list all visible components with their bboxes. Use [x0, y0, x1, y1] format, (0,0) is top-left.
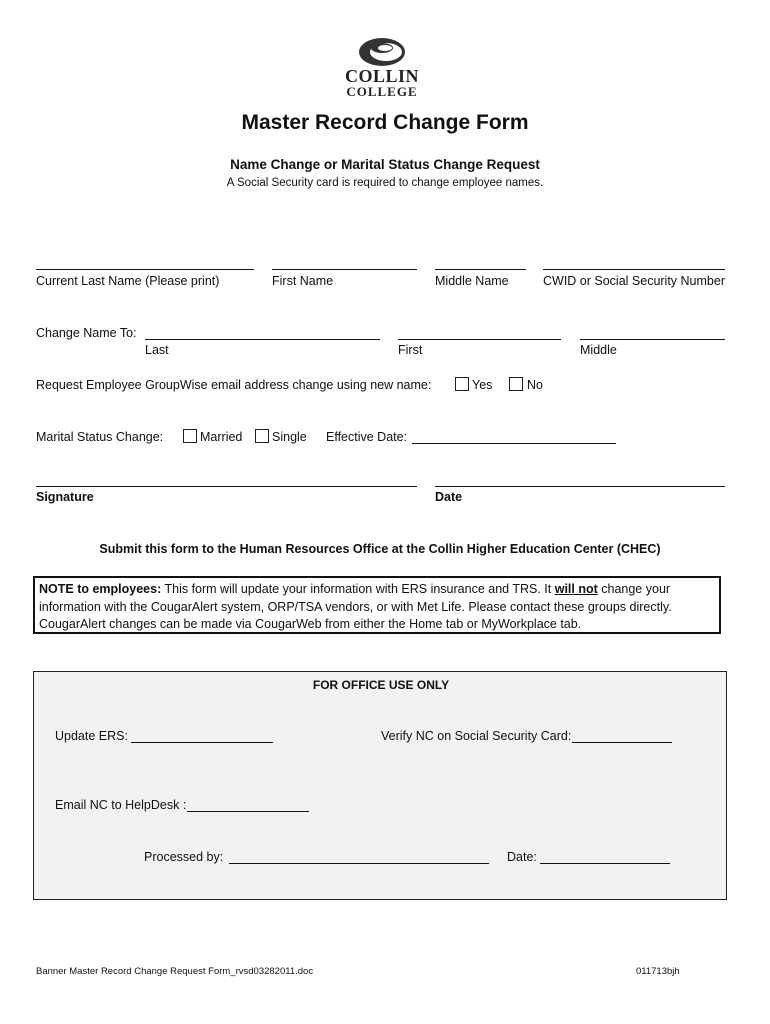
office-use-title: FOR OFFICE USE ONLY	[312, 678, 450, 692]
logo-swoosh-icon	[338, 36, 426, 68]
signature-date-field[interactable]	[435, 486, 725, 487]
marital-status-label: Marital Status Change:	[36, 430, 164, 444]
update-ers-label: Update ERS:	[55, 729, 128, 743]
note-text-part2: change your information with the CougarAlert system, ORP/TSA vendors, or with Met Life. Please contact these groups directly. CougarAlert changes can be made via CougarWeb from either the Home tab or MyWorkplace tab.	[39, 582, 672, 631]
new-first-name-label: First	[398, 343, 423, 357]
new-middle-name-label: Middle	[580, 343, 617, 357]
groupwise-yes-label: Yes	[472, 378, 493, 392]
processed-by-field[interactable]	[229, 863, 489, 864]
note-text-part1: This form will update your information with ERS insurance and TRS. It	[161, 582, 555, 596]
groupwise-no-checkbox[interactable]	[509, 377, 523, 391]
cwid-ssn-label: CWID or Social Security Number	[543, 274, 725, 288]
signature-date-label: Date	[435, 490, 463, 504]
office-date-label: Date:	[507, 850, 537, 864]
verify-nc-field[interactable]	[572, 742, 672, 743]
current-last-name-field[interactable]	[36, 269, 254, 270]
email-nc-field[interactable]	[187, 811, 309, 812]
married-label: Married	[200, 430, 243, 444]
groupwise-no-label: No	[527, 378, 543, 392]
current-last-name-label: Current Last Name (Please print)	[36, 274, 220, 288]
signature-label: Signature	[36, 490, 94, 504]
signature-field[interactable]	[36, 486, 417, 487]
married-checkbox[interactable]	[183, 429, 197, 443]
office-use-box	[33, 671, 727, 900]
current-first-name-field[interactable]	[272, 269, 417, 270]
footer-filename: Banner Master Record Change Request Form_rvsd03282011.doc	[36, 966, 314, 977]
effective-date-label: Effective Date:	[326, 430, 408, 444]
current-middle-name-field[interactable]	[435, 269, 526, 270]
employee-note-box	[33, 576, 721, 634]
groupwise-request-label: Request Employee GroupWise email address change using new name:	[36, 378, 432, 392]
cwid-ssn-field[interactable]	[543, 269, 725, 270]
new-last-name-label: Last	[145, 343, 169, 357]
effective-date-field[interactable]	[412, 443, 616, 444]
page-title: Master Record Change Form	[241, 111, 529, 134]
submit-instruction: Submit this form to the Human Resources Office at the Collin Higher Education Center (CHEC)	[99, 542, 661, 556]
office-date-field[interactable]	[540, 863, 670, 864]
change-name-label: Change Name To:	[36, 326, 137, 340]
new-first-name-field[interactable]	[398, 339, 561, 340]
single-checkbox[interactable]	[255, 429, 269, 443]
groupwise-yes-checkbox[interactable]	[455, 377, 469, 391]
form-subtitle: Name Change or Marital Status Change Request	[230, 157, 540, 172]
note-lead: NOTE to employees:	[39, 582, 162, 596]
note-will-not: will not	[554, 582, 598, 596]
new-last-name-field[interactable]	[145, 339, 380, 340]
logo-text-college: COLLEGE	[346, 84, 418, 99]
new-middle-name-field[interactable]	[580, 339, 725, 340]
single-label: Single	[272, 430, 307, 444]
current-middle-name-label: Middle Name	[435, 274, 509, 288]
processed-by-label: Processed by:	[144, 850, 224, 864]
ssn-card-note: A Social Security card is required to change employee names.	[226, 177, 544, 189]
current-first-name-label: First Name	[272, 274, 334, 288]
collin-college-logo	[338, 36, 426, 98]
logo-text-collin: COLLIN	[344, 66, 419, 86]
email-nc-label: Email NC to HelpDesk :	[55, 798, 187, 812]
footer-code: 011713bjh	[636, 966, 680, 977]
verify-nc-label: Verify NC on Social Security Card:	[381, 729, 572, 743]
update-ers-field[interactable]	[131, 742, 273, 743]
